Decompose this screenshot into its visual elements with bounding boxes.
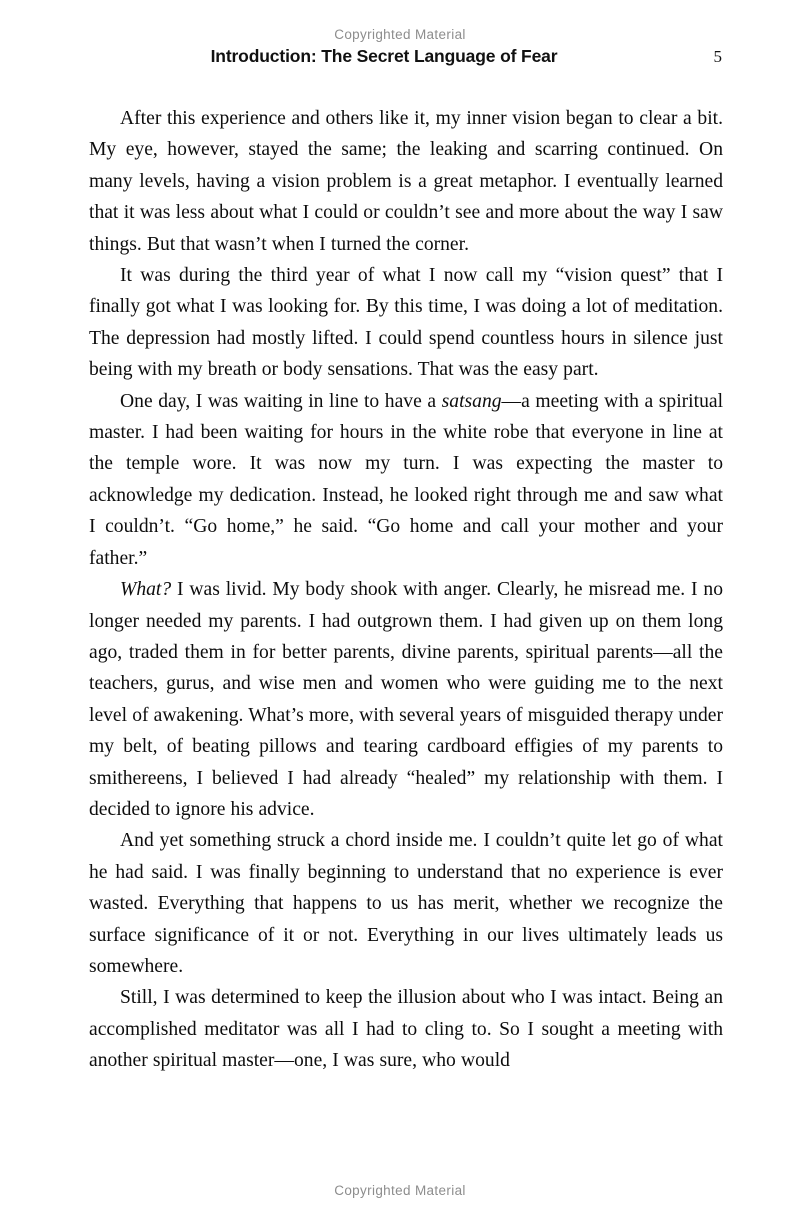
italic-term-what: What? [120,579,172,601]
copyright-watermark-bottom: Copyrighted Material [334,1183,466,1198]
paragraph-3-rest: —a meeting with a spiritual master. I had been waiting for hours in the white robe that everyone in line at the temple wore. It was now my turn. I was expecting the master to acknowledge my dedication. Instead, he looked right through me and saw what I couldn’t. “Go home,” he said. “Go home and call your mother and your father.” [89,390,724,569]
paragraph-3 [89,386,723,574]
running-head [89,46,722,70]
paragraph-3-lead: One day, I was waiting in line to have a [120,390,442,412]
copyright-watermark-top: Copyrighted Material [334,27,466,42]
paragraph-4 [89,574,723,825]
paragraph-2: It was during the third year of what I now call my “vision quest” that I finally got what I was looking for. By this time, I was doing a lot of meditation. The depression had mostly lifted. I could spend countless hours in silence just being with my breath or body sensations. That was the easy part. [89,265,723,381]
paragraph-5: And yet something struck a chord inside me. I couldn’t quite let go of what he had said. I was finally beginning to understand that no experience is ever wasted. Everything that happens to us has merit, whether we recognize the surface significance of it or not. Everything in our lives ultimately leads us somewhere. [89,830,723,977]
paragraph-4-rest: I was livid. My body shook with anger. Clearly, he misread me. I no longer needed my parents. I had outgrown them. I had given up on them long ago, traded them in for better parents, divine parents, spiritual parents—all the teachers, gurus, and wise men and women who were guiding me to the next level of awakening. What’s more, with several years of misguided therapy under my belt, of beating pillows and tearing cardboard effigies of my parents to smithereens, I believed I had already “healed” my relationship with them. I decided to ignore his advice. [89,579,723,820]
italic-term-satsang: satsang [441,390,502,412]
paragraph-1: After this experience and others like it, my inner vision began to clear a bit. My eye, however, stayed the same; the leaking and scarring continued. On many levels, having a vision problem is a great metaphor. I eventually learned that it was less about what I could or couldn’t see and more about the way I saw things. But that wasn’t when I turned the corner. [89,108,723,255]
running-head-title: Introduction: The Secret Language of Fear [210,46,558,66]
page-number: 5 [713,47,722,66]
paragraph-6: Still, I was determined to keep the illusion about who I was intact. Being an accomplished meditator was all I had to cling to. So I sought a meeting with another spiritual master—one, I was sure, who would [89,987,723,1072]
body-text-column [89,103,723,1077]
